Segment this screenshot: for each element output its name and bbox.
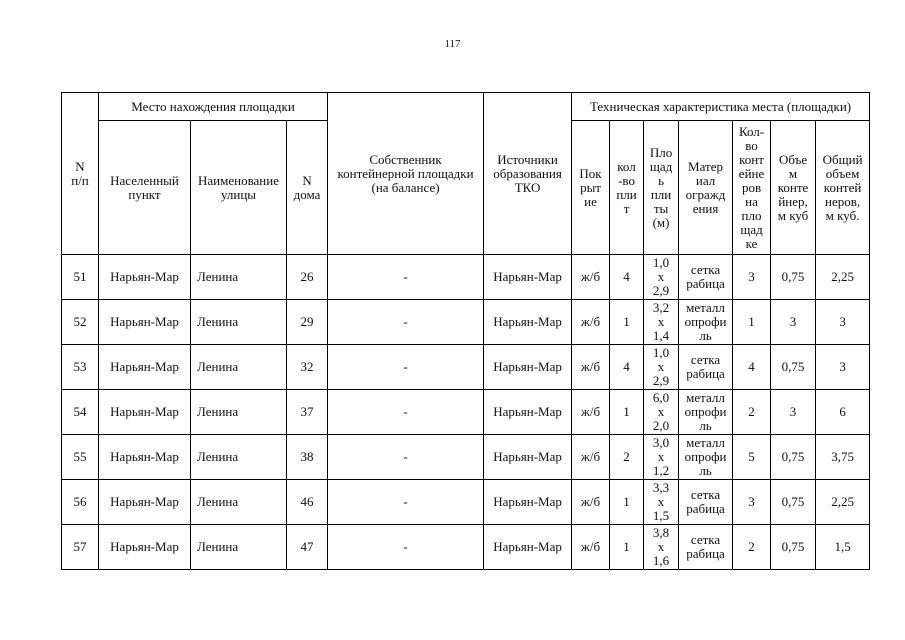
cell-total-volume: 3 bbox=[816, 345, 870, 390]
header-location-group: Место нахождения площадки bbox=[99, 93, 328, 121]
cell-settlement: Нарьян-Мар bbox=[99, 345, 191, 390]
cell-waste-source: Нарьян-Мар bbox=[484, 390, 572, 435]
cell-slab-count: 1 bbox=[610, 300, 644, 345]
cell-street: Ленина bbox=[191, 480, 287, 525]
cell-total-volume: 2,25 bbox=[816, 480, 870, 525]
header-slab-area: Пло щад ь пли ты (м) bbox=[644, 121, 679, 255]
cell-street: Ленина bbox=[191, 435, 287, 480]
cell-owner: - bbox=[328, 525, 484, 570]
cell-container-volume: 0,75 bbox=[771, 480, 816, 525]
table-row bbox=[62, 255, 870, 300]
cell-street: Ленина bbox=[191, 390, 287, 435]
cell-house-number: 29 bbox=[287, 300, 328, 345]
cell-owner: - bbox=[328, 255, 484, 300]
table-row bbox=[62, 480, 870, 525]
cell-slab-area: 1,0 х 2,9 bbox=[644, 345, 679, 390]
cell-slab-count: 4 bbox=[610, 345, 644, 390]
cell-owner: - bbox=[328, 435, 484, 480]
cell-row-number: 52 bbox=[62, 300, 99, 345]
cell-owner: - bbox=[328, 480, 484, 525]
cell-slab-area: 3,3 х 1,5 bbox=[644, 480, 679, 525]
table-header-row bbox=[62, 93, 870, 121]
cell-container-volume: 0,75 bbox=[771, 255, 816, 300]
table-row bbox=[62, 525, 870, 570]
cell-street: Ленина bbox=[191, 255, 287, 300]
cell-fence-material: металл опрофи ль bbox=[679, 300, 733, 345]
cell-settlement: Нарьян-Мар bbox=[99, 435, 191, 480]
cell-slab-count: 1 bbox=[610, 390, 644, 435]
cell-container-count: 4 bbox=[733, 345, 771, 390]
header-total-volume: Общий объем контей неров, м куб. bbox=[816, 121, 870, 255]
cell-container-volume: 0,75 bbox=[771, 345, 816, 390]
cell-coating: ж/б bbox=[572, 525, 610, 570]
header-fence-material: Матер иал огражд ения bbox=[679, 121, 733, 255]
cell-container-count: 2 bbox=[733, 390, 771, 435]
cell-house-number: 32 bbox=[287, 345, 328, 390]
cell-container-volume: 0,75 bbox=[771, 525, 816, 570]
cell-owner: - bbox=[328, 345, 484, 390]
cell-slab-area: 1,0 х 2,9 bbox=[644, 255, 679, 300]
cell-slab-area: 3,2 х 1,4 bbox=[644, 300, 679, 345]
cell-waste-source: Нарьян-Мар bbox=[484, 300, 572, 345]
cell-slab-area: 3,8 х 1,6 bbox=[644, 525, 679, 570]
cell-container-count: 2 bbox=[733, 525, 771, 570]
header-settlement: Населенный пункт bbox=[99, 121, 191, 255]
cell-container-volume: 3 bbox=[771, 390, 816, 435]
header-row-number: N п/п bbox=[62, 93, 99, 255]
header-technical-group: Техническая характеристика места (площадки) bbox=[572, 93, 870, 121]
cell-total-volume: 2,25 bbox=[816, 255, 870, 300]
cell-street: Ленина bbox=[191, 525, 287, 570]
cell-row-number: 51 bbox=[62, 255, 99, 300]
cell-container-volume: 0,75 bbox=[771, 435, 816, 480]
cell-slab-count: 1 bbox=[610, 480, 644, 525]
header-owner: Собственник контейнерной площадки (на балансе) bbox=[328, 93, 484, 255]
cell-coating: ж/б bbox=[572, 345, 610, 390]
cell-house-number: 26 bbox=[287, 255, 328, 300]
cell-fence-material: сетка рабица bbox=[679, 480, 733, 525]
header-container-volume: Объе м конте йнер, м куб bbox=[771, 121, 816, 255]
cell-slab-area: 6,0 х 2,0 bbox=[644, 390, 679, 435]
cell-coating: ж/б bbox=[572, 480, 610, 525]
cell-owner: - bbox=[328, 300, 484, 345]
cell-waste-source: Нарьян-Мар bbox=[484, 345, 572, 390]
cell-coating: ж/б bbox=[572, 300, 610, 345]
cell-total-volume: 1,5 bbox=[816, 525, 870, 570]
header-container-count: Кол- во конт ейне ров на пло щад ке bbox=[733, 121, 771, 255]
cell-settlement: Нарьян-Мар bbox=[99, 300, 191, 345]
cell-fence-material: металл опрофи ль bbox=[679, 390, 733, 435]
header-street: Наименование улицы bbox=[191, 121, 287, 255]
cell-house-number: 47 bbox=[287, 525, 328, 570]
cell-row-number: 53 bbox=[62, 345, 99, 390]
cell-container-count: 3 bbox=[733, 255, 771, 300]
cell-waste-source: Нарьян-Мар bbox=[484, 480, 572, 525]
cell-owner: - bbox=[328, 390, 484, 435]
header-waste-sources: Источники образования ТКО bbox=[484, 93, 572, 255]
cell-coating: ж/б bbox=[572, 435, 610, 480]
cell-container-count: 1 bbox=[733, 300, 771, 345]
container-sites-table bbox=[61, 92, 870, 570]
cell-fence-material: металл опрофи ль bbox=[679, 435, 733, 480]
cell-waste-source: Нарьян-Мар bbox=[484, 525, 572, 570]
cell-street: Ленина bbox=[191, 300, 287, 345]
cell-waste-source: Нарьян-Мар bbox=[484, 255, 572, 300]
cell-house-number: 37 bbox=[287, 390, 328, 435]
header-slab-count: кол -во пли т bbox=[610, 121, 644, 255]
cell-street: Ленина bbox=[191, 345, 287, 390]
cell-slab-count: 4 bbox=[610, 255, 644, 300]
cell-slab-count: 2 bbox=[610, 435, 644, 480]
cell-row-number: 55 bbox=[62, 435, 99, 480]
cell-total-volume: 3,75 bbox=[816, 435, 870, 480]
cell-settlement: Нарьян-Мар bbox=[99, 525, 191, 570]
cell-slab-area: 3,0 х 1,2 bbox=[644, 435, 679, 480]
cell-fence-material: сетка рабица bbox=[679, 255, 733, 300]
cell-row-number: 54 bbox=[62, 390, 99, 435]
cell-settlement: Нарьян-Мар bbox=[99, 255, 191, 300]
cell-house-number: 38 bbox=[287, 435, 328, 480]
cell-container-volume: 3 bbox=[771, 300, 816, 345]
cell-settlement: Нарьян-Мар bbox=[99, 480, 191, 525]
cell-coating: ж/б bbox=[572, 390, 610, 435]
cell-total-volume: 6 bbox=[816, 390, 870, 435]
cell-total-volume: 3 bbox=[816, 300, 870, 345]
cell-settlement: Нарьян-Мар bbox=[99, 390, 191, 435]
cell-coating: ж/б bbox=[572, 255, 610, 300]
table-row bbox=[62, 345, 870, 390]
header-coating: Пок рыт ие bbox=[572, 121, 610, 255]
header-house-number: N дома bbox=[287, 121, 328, 255]
table-row bbox=[62, 435, 870, 480]
cell-house-number: 46 bbox=[287, 480, 328, 525]
table-row bbox=[62, 300, 870, 345]
cell-row-number: 57 bbox=[62, 525, 99, 570]
cell-fence-material: сетка рабица bbox=[679, 345, 733, 390]
cell-waste-source: Нарьян-Мар bbox=[484, 435, 572, 480]
cell-slab-count: 1 bbox=[610, 525, 644, 570]
cell-fence-material: сетка рабица bbox=[679, 525, 733, 570]
cell-container-count: 5 bbox=[733, 435, 771, 480]
cell-row-number: 56 bbox=[62, 480, 99, 525]
cell-container-count: 3 bbox=[733, 480, 771, 525]
page-number: 117 bbox=[444, 38, 461, 50]
table-row bbox=[62, 390, 870, 435]
